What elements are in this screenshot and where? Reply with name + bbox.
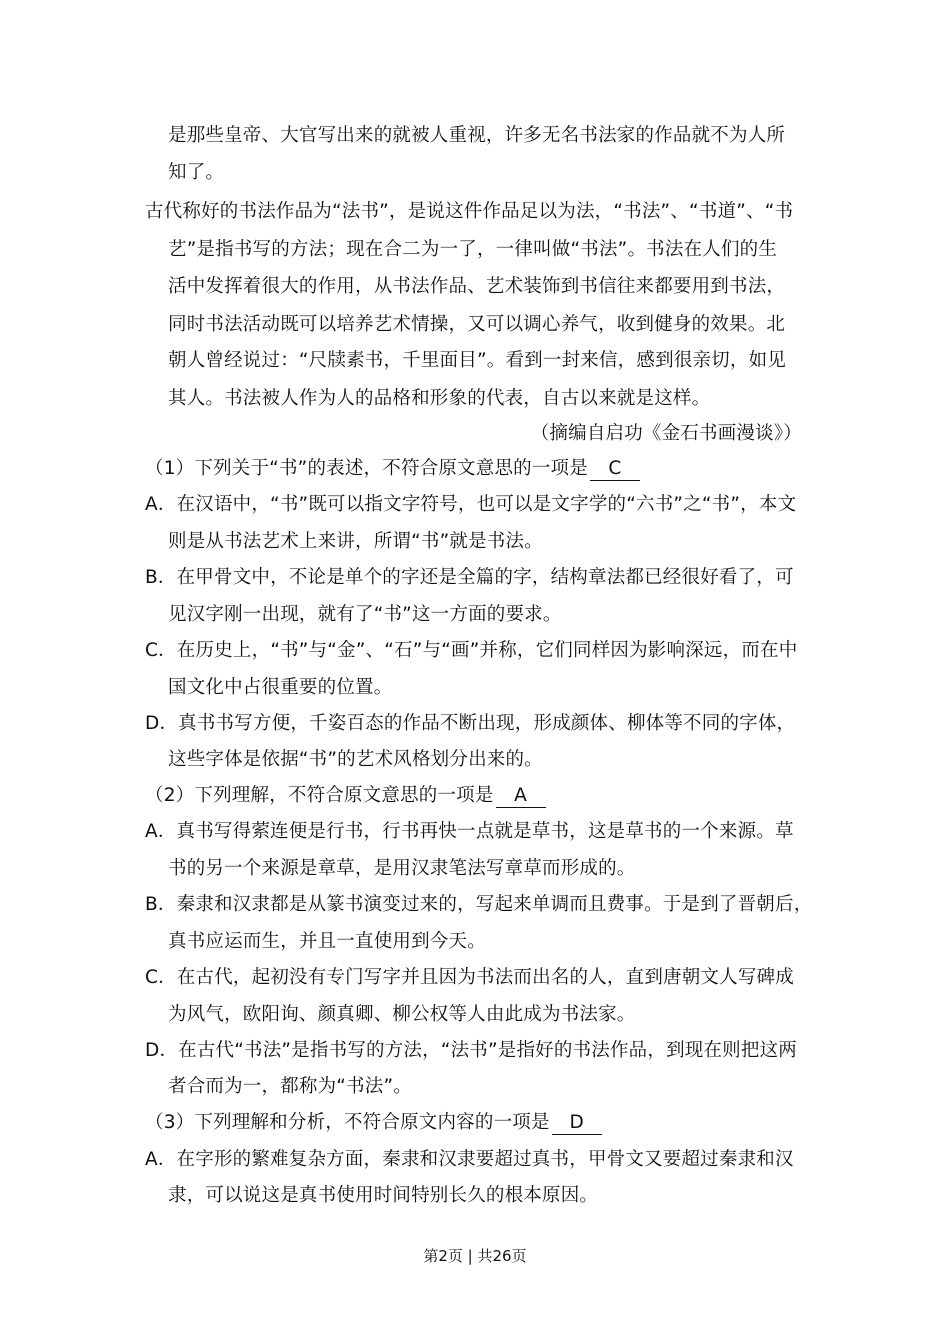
- option-d: D．真书书写方便，千姿百态的作品不断出现，形成颜体、柳体等不同的字体，: [145, 713, 796, 734]
- option-b: B．秦隶和汉隶都是从篆书演变过来的，写起来单调而且费事。于是到了晋朝后，: [145, 894, 813, 915]
- question-2: [145, 784, 546, 808]
- option-d: D．在古代“书法”是指书写的方法，“法书”是指好的书法作品，到现在则把这两: [145, 1040, 797, 1061]
- option-c: C．在历史上，“书”与“金”、“石”与“画”并称，它们同样因为影响深远，而在中: [145, 640, 798, 661]
- paragraph-start: 古代称好的书法作品为“法书”，是说这件作品足以为法，“书法”、“书道”、“书: [145, 201, 794, 222]
- option-a: A．真书写得萦连便是行书，行书再快一点就是草书，这是草书的一个来源。草: [145, 821, 794, 842]
- page-footer: 第2页 | 共26页: [423, 1247, 527, 1265]
- text-line: 艺”是指书写的方法；现在合二为一了，一律叫做“书法”。书法在人们的生: [168, 239, 778, 260]
- text-line: 真书应运而生，并且一直使用到今天。: [168, 931, 486, 952]
- option-c: C．在古代，起初没有专门写字并且因为书法而出名的人，直到唐朝文人写碑成: [145, 967, 794, 988]
- question-1-answer: C: [590, 458, 640, 481]
- text-line: 同时书法活动既可以培养艺术情操，又可以调心养气，收到健身的效果。北: [168, 314, 786, 335]
- text-line: 见汉字刚一出现，就有了“书”这一方面的要求。: [168, 604, 562, 625]
- text-line: 隶，可以说这是真书使用时间特别长久的根本原因。: [168, 1185, 599, 1206]
- question-3-text: （3）下列理解和分析，不符合原文内容的一项是: [145, 1112, 550, 1133]
- question-1-text: （1）下列关于“书”的表述，不符合原文意思的一项是: [145, 458, 588, 479]
- text-line: 书的另一个来源是章草，是用汉隶笔法写章草而形成的。: [168, 858, 636, 879]
- text-line: 活中发挥着很大的作用，从书法作品、艺术装饰到书信往来都要用到书法，: [168, 276, 786, 297]
- question-3: [145, 1111, 602, 1135]
- question-1: [145, 457, 640, 481]
- question-3-answer: D: [552, 1112, 602, 1135]
- text-line: 是那些皇帝、大官写出来的就被人重视，许多无名书法家的作品就不为人所: [168, 125, 786, 146]
- text-line: 知了。: [168, 162, 225, 183]
- text-line: 其人。书法被人作为人的品格和形象的代表，自古以来就是这样。: [168, 388, 711, 409]
- text-line: 者合而为一，都称为“书法”。: [168, 1076, 412, 1097]
- option-b: B．在甲骨文中，不论是单个的字还是全篇的字，结构章法都已经很好看了，可: [145, 567, 794, 588]
- question-2-text: （2）下列理解，不符合原文意思的一项是: [145, 785, 494, 806]
- text-line: 朝人曾经说过：“尺牍素书，千里面目”。看到一封来信，感到很亲切，如见: [168, 350, 786, 371]
- option-a: A．在汉语中，“书”既可以指文字符号，也可以是文字学的“六书”之“书”，本文: [145, 494, 797, 515]
- text-line: 国文化中占很重要的位置。: [168, 677, 393, 698]
- text-line: 为风气，欧阳询、颜真卿、柳公权等人由此成为书法家。: [168, 1004, 636, 1025]
- text-line: 这些字体是依据“书”的艺术风格划分出来的。: [168, 749, 543, 770]
- text-line: 则是从书法艺术上来讲，所谓“书”就是书法。: [168, 531, 543, 552]
- source-citation: （摘编自启功《金石书画漫谈》）: [530, 423, 802, 444]
- option-a: A．在字形的繁难复杂方面，秦隶和汉隶要超过真书，甲骨文又要超过秦隶和汉: [145, 1149, 794, 1170]
- question-2-answer: A: [496, 785, 546, 808]
